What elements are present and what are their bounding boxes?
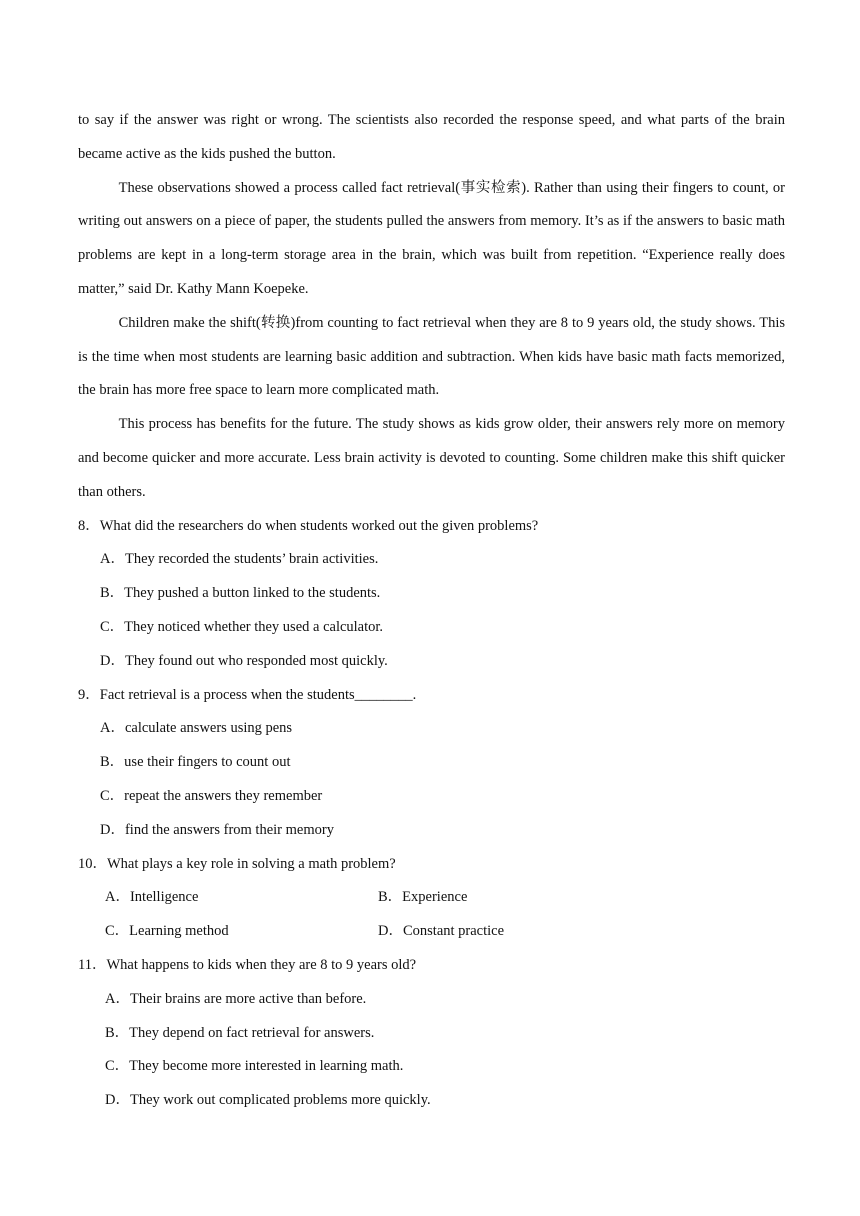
passage-paragraph-2: These observations showed a process called fact retrieval(事实检索). Rather than using their fingers to count, or writing out answers on a piece of paper, the students pulled the answers from memory. It’s as if the answers to basic math problems are kept in a long-term storage area in the brain, which was built from repetition. “Experience really does matter,” said Dr. Kathy Mann Koepeke.	[78, 179, 785, 297]
option-a: A．calculate answers using pens	[100, 720, 293, 737]
option-d: D．find the answers from their memory	[100, 821, 334, 838]
question-8	[78, 510, 785, 679]
question-10	[78, 848, 785, 949]
option-d: D．Constant practice	[378, 923, 505, 940]
option-d: D．They found out who responded most quickly.	[100, 652, 388, 669]
options-row-1	[78, 881, 785, 915]
option-b: B．They pushed a button linked to the students.	[100, 585, 381, 602]
question-stem: 11．What happens to kids when they are 8 to 9 years old?	[78, 956, 417, 973]
option-c: C．repeat the answers they remember	[100, 787, 323, 804]
option-b: B．use their fingers to count out	[100, 754, 291, 771]
option-d: D．They work out complicated problems more quickly.	[105, 1092, 431, 1109]
question-stem: 9．Fact retrieval is a process when the students________.	[78, 686, 417, 703]
options-row-2	[78, 915, 785, 949]
option-b: B．Experience	[378, 889, 468, 906]
option-b: B．They depend on fact retrieval for answers.	[105, 1024, 375, 1041]
option-c: C．They become more interested in learning math.	[105, 1058, 404, 1075]
option-c: C．They noticed whether they used a calculator.	[100, 618, 384, 635]
question-stem: 8．What did the researchers do when students worked out the given problems?	[78, 517, 539, 534]
passage-paragraph-1: to say if the answer was right or wrong. The scientists also recorded the response speed, and what parts of the brain became active as the kids pushed the button.	[78, 112, 785, 162]
question-11	[78, 949, 785, 1118]
question-9	[78, 679, 785, 848]
option-a: A．Intelligence	[105, 889, 199, 906]
option-a: A．Their brains are more active than before.	[105, 990, 367, 1007]
passage-paragraph-3: Children make the shift(转换)from counting to fact retrieval when they are 8 to 9 years old, the study shows. This is the time when most students are learning basic addition and subtraction. When kids have basic math facts memorized, the brain has more free space to learn more complicated math.	[78, 314, 785, 399]
passage-paragraph-4: This process has benefits for the future. The study shows as kids grow older, their answers rely more on memory and become quicker and more accurate. Less brain activity is devoted to counting. Some children make this shift quicker than others.	[78, 416, 785, 500]
question-stem: 10．What plays a key role in solving a math problem?	[78, 855, 396, 872]
option-a: A．They recorded the students’ brain activities.	[100, 551, 379, 568]
option-c: C．Learning method	[105, 923, 229, 940]
document-page	[78, 104, 785, 1118]
